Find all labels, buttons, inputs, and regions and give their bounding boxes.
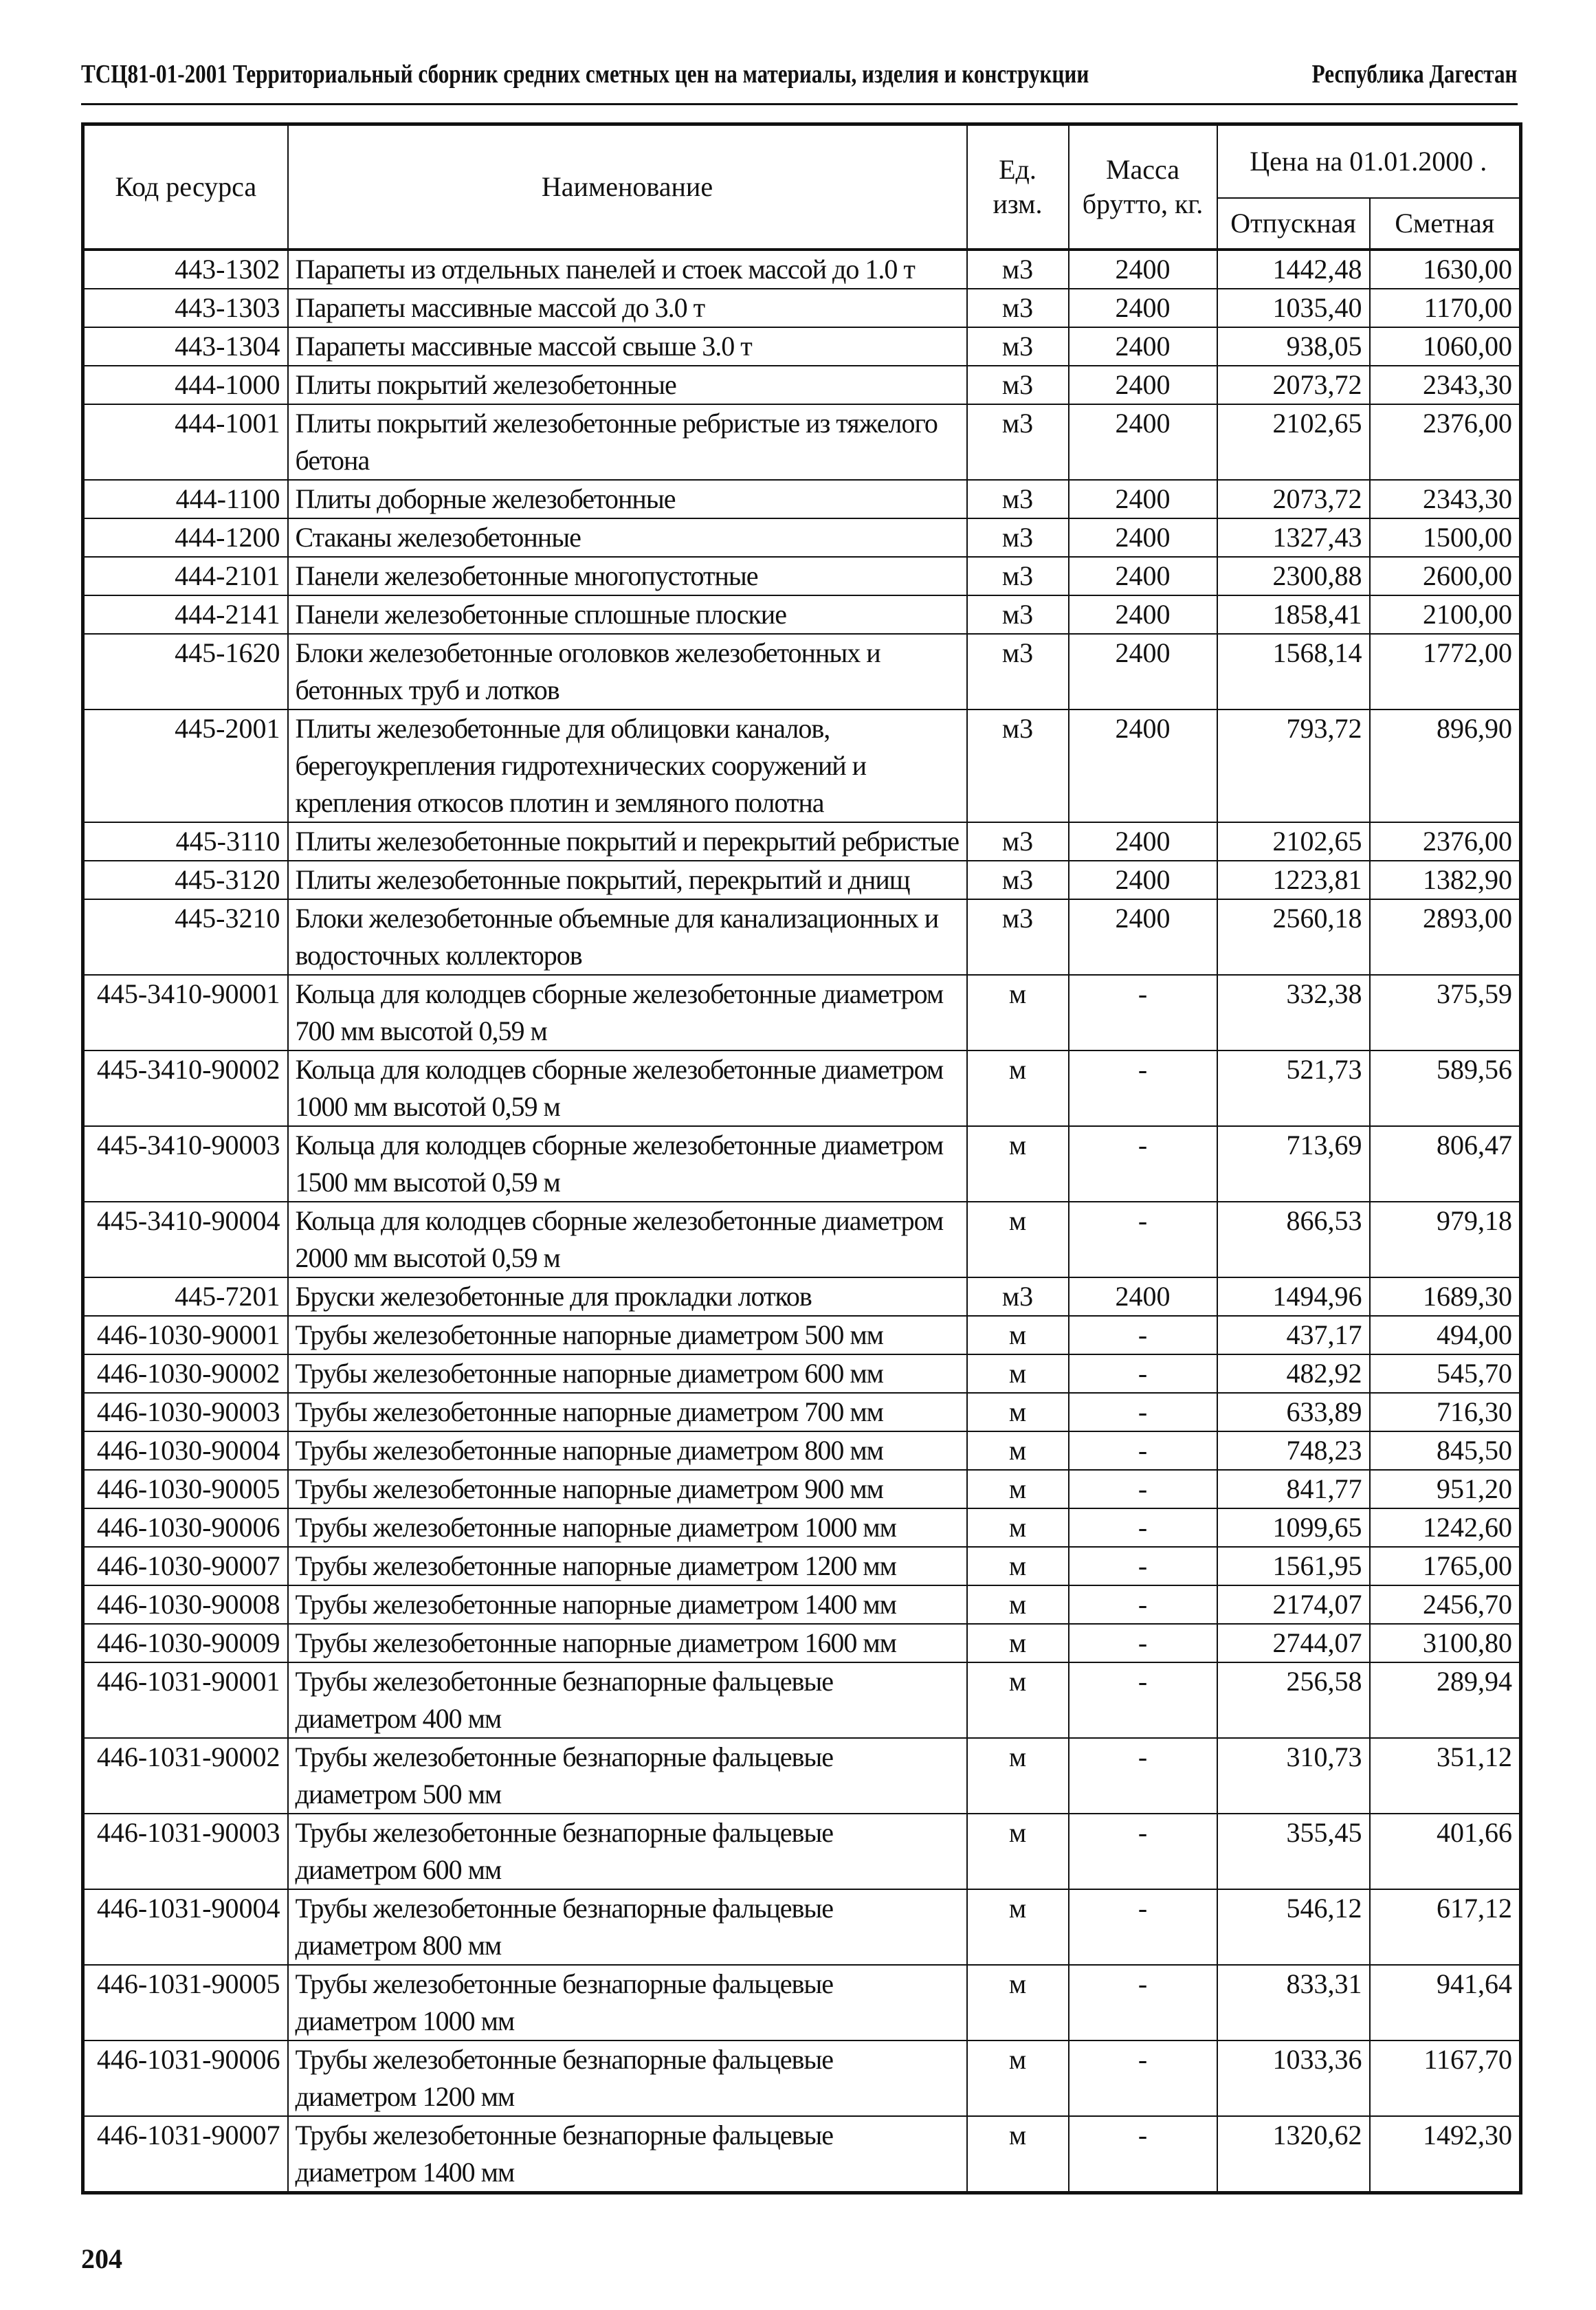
column-header-name: Наименование [288, 124, 967, 250]
release-price-cell: 748,23 [1217, 1431, 1370, 1470]
code-cell: 446-1031-90001 [83, 1662, 288, 1738]
release-price-cell: 355,45 [1217, 1814, 1370, 1889]
unit-cell: м3 [967, 634, 1069, 710]
table-row [83, 1547, 1521, 1585]
release-price-cell: 2300,88 [1217, 557, 1370, 595]
name-cell: Плиты покрытий железобетонные [288, 366, 967, 404]
release-price-cell: 546,12 [1217, 1889, 1370, 1965]
unit-cell: м [967, 1889, 1069, 1965]
mass-cell: - [1069, 1965, 1217, 2040]
code-cell: 444-1000 [83, 366, 288, 404]
name-cell: Трубы железобетонные безнапорные фальцевые диаметром 1400 мм [288, 2116, 967, 2193]
unit-cell: м3 [967, 480, 1069, 518]
name-cell: Кольца для колодцев сборные железобетонные диаметром 1000 мм высотой 0,59 м [288, 1050, 967, 1126]
unit-cell: м3 [967, 518, 1069, 557]
mass-cell: - [1069, 1814, 1217, 1889]
unit-cell: м3 [967, 557, 1069, 595]
unit-cell: м3 [967, 595, 1069, 634]
table-header [83, 124, 1521, 250]
name-cell: Парапеты из отдельных панелей и стоек массой до 1.0 т [288, 250, 967, 289]
name-cell: Блоки железобетонные оголовков железобетонных и бетонных труб и лотков [288, 634, 967, 710]
estimate-price-cell: 2343,30 [1370, 366, 1521, 404]
table-row [83, 634, 1521, 710]
table-row [83, 366, 1521, 404]
mass-cell: 2400 [1069, 861, 1217, 899]
code-cell: 446-1031-90006 [83, 2040, 288, 2116]
table-row [83, 1585, 1521, 1624]
name-cell: Трубы железобетонные безнапорные фальцевые диаметром 500 мм [288, 1738, 967, 1814]
code-cell: 445-7201 [83, 1277, 288, 1316]
estimate-price-cell: 1060,00 [1370, 327, 1521, 366]
mass-cell: - [1069, 1431, 1217, 1470]
unit-cell: м3 [967, 899, 1069, 975]
name-cell: Плиты железобетонные покрытий и перекрытий ребристые [288, 822, 967, 861]
mass-cell: - [1069, 1624, 1217, 1662]
unit-cell: м3 [967, 327, 1069, 366]
table-row [83, 1470, 1521, 1508]
column-header-estimate-price: Сметная [1370, 198, 1521, 250]
table-row [83, 1738, 1521, 1814]
mass-cell: - [1069, 975, 1217, 1050]
mass-cell: - [1069, 1202, 1217, 1277]
name-cell: Плиты железобетонные для облицовки каналов, берегоукрепления гидротехнических сооружений и крепления откосов плотин и земляного полотна [288, 710, 967, 822]
release-price-cell: 841,77 [1217, 1470, 1370, 1508]
table-row [83, 1508, 1521, 1547]
estimate-price-cell: 1772,00 [1370, 634, 1521, 710]
estimate-price-cell: 896,90 [1370, 710, 1521, 822]
estimate-price-cell: 1500,00 [1370, 518, 1521, 557]
table-row [83, 1316, 1521, 1354]
code-cell: 445-3410-90004 [83, 1202, 288, 1277]
document-title: ТСЦ81-01-2001 Территориальный сборник средних сметных цен на материалы, изделия и конструкции [81, 60, 1089, 89]
name-cell: Парапеты массивные массой свыше 3.0 т [288, 327, 967, 366]
table-row [83, 2116, 1521, 2193]
estimate-price-cell: 1492,30 [1370, 2116, 1521, 2193]
release-price-cell: 1035,40 [1217, 289, 1370, 327]
release-price-cell: 2102,65 [1217, 822, 1370, 861]
name-cell: Плиты покрытий железобетонные ребристые из тяжелого бетона [288, 404, 967, 480]
mass-cell: 2400 [1069, 404, 1217, 480]
name-cell: Плиты доборные железобетонные [288, 480, 967, 518]
mass-cell: 2400 [1069, 480, 1217, 518]
mass-cell: 2400 [1069, 710, 1217, 822]
table-row [83, 480, 1521, 518]
name-cell: Трубы железобетонные безнапорные фальцевые диаметром 1200 мм [288, 2040, 967, 2116]
table-row [83, 861, 1521, 899]
estimate-price-cell: 1765,00 [1370, 1547, 1521, 1585]
unit-cell: м [967, 1814, 1069, 1889]
code-cell: 444-2141 [83, 595, 288, 634]
estimate-price-cell: 351,12 [1370, 1738, 1521, 1814]
release-price-cell: 1494,96 [1217, 1277, 1370, 1316]
column-header-mass: Масса брутто, кг. [1069, 124, 1217, 250]
code-cell: 445-3410-90001 [83, 975, 288, 1050]
estimate-price-cell: 1689,30 [1370, 1277, 1521, 1316]
mass-cell: - [1069, 1585, 1217, 1624]
code-cell: 446-1031-90003 [83, 1814, 288, 1889]
table-row [83, 1662, 1521, 1738]
unit-cell: м3 [967, 861, 1069, 899]
unit-cell: м [967, 2040, 1069, 2116]
code-cell: 446-1030-90001 [83, 1316, 288, 1354]
estimate-price-cell: 3100,80 [1370, 1624, 1521, 1662]
unit-cell: м [967, 1470, 1069, 1508]
column-header-code: Код ресурса [83, 124, 288, 250]
column-header-price-group: Цена на 01.01.2000 . [1217, 124, 1521, 199]
release-price-cell: 1320,62 [1217, 2116, 1370, 2193]
table-row [83, 2040, 1521, 2116]
estimate-price-cell: 845,50 [1370, 1431, 1521, 1470]
release-price-cell: 437,17 [1217, 1316, 1370, 1354]
unit-cell: м [967, 2116, 1069, 2193]
name-cell: Стаканы железобетонные [288, 518, 967, 557]
table-row [83, 1354, 1521, 1393]
code-cell: 446-1030-90007 [83, 1547, 288, 1585]
code-cell: 445-3110 [83, 822, 288, 861]
release-price-cell: 866,53 [1217, 1202, 1370, 1277]
code-cell: 445-3210 [83, 899, 288, 975]
name-cell: Бруски железобетонные для прокладки лотков [288, 1277, 967, 1316]
table-row [83, 1624, 1521, 1662]
mass-cell: - [1069, 1662, 1217, 1738]
name-cell: Парапеты массивные массой до 3.0 т [288, 289, 967, 327]
table-row [83, 250, 1521, 289]
code-cell: 445-3120 [83, 861, 288, 899]
unit-cell: м [967, 975, 1069, 1050]
estimate-price-cell: 1167,70 [1370, 2040, 1521, 2116]
release-price-cell: 1223,81 [1217, 861, 1370, 899]
release-price-cell: 633,89 [1217, 1393, 1370, 1431]
unit-cell: м [967, 1431, 1069, 1470]
unit-cell: м3 [967, 822, 1069, 861]
estimate-price-cell: 2343,30 [1370, 480, 1521, 518]
name-cell: Трубы железобетонные напорные диаметром 600 мм [288, 1354, 967, 1393]
code-cell: 446-1031-90005 [83, 1965, 288, 2040]
mass-cell: 2400 [1069, 327, 1217, 366]
mass-cell: - [1069, 1508, 1217, 1547]
name-cell: Трубы железобетонные напорные диаметром 1000 мм [288, 1508, 967, 1547]
table-row [83, 1965, 1521, 2040]
release-price-cell: 833,31 [1217, 1965, 1370, 2040]
mass-cell: - [1069, 1126, 1217, 1202]
unit-cell: м [967, 1738, 1069, 1814]
code-cell: 446-1030-90002 [83, 1354, 288, 1393]
estimate-price-cell: 1170,00 [1370, 289, 1521, 327]
unit-cell: м [967, 1624, 1069, 1662]
name-cell: Трубы железобетонные безнапорные фальцевые диаметром 600 мм [288, 1814, 967, 1889]
unit-cell: м3 [967, 366, 1069, 404]
page-header [81, 54, 1518, 105]
code-cell: 445-1620 [83, 634, 288, 710]
name-cell: Трубы железобетонные безнапорные фальцевые диаметром 400 мм [288, 1662, 967, 1738]
table-row [83, 1814, 1521, 1889]
mass-cell: 2400 [1069, 250, 1217, 289]
price-table [81, 122, 1522, 2194]
estimate-price-cell: 2376,00 [1370, 822, 1521, 861]
code-cell: 444-1100 [83, 480, 288, 518]
table-body [83, 250, 1521, 2193]
unit-cell: м [967, 1354, 1069, 1393]
estimate-price-cell: 2893,00 [1370, 899, 1521, 975]
name-cell: Блоки железобетонные объемные для канализационных и водосточных коллекторов [288, 899, 967, 975]
table-row [83, 327, 1521, 366]
name-cell: Трубы железобетонные безнапорные фальцевые диаметром 1000 мм [288, 1965, 967, 2040]
mass-cell: 2400 [1069, 518, 1217, 557]
code-cell: 446-1031-90004 [83, 1889, 288, 1965]
table-row [83, 1202, 1521, 1277]
release-price-cell: 482,92 [1217, 1354, 1370, 1393]
code-cell: 443-1304 [83, 327, 288, 366]
table-row [83, 1393, 1521, 1431]
mass-cell: 2400 [1069, 366, 1217, 404]
mass-cell: 2400 [1069, 822, 1217, 861]
release-price-cell: 1327,43 [1217, 518, 1370, 557]
release-price-cell: 713,69 [1217, 1126, 1370, 1202]
unit-cell: м3 [967, 289, 1069, 327]
unit-cell: м [967, 1585, 1069, 1624]
code-cell: 446-1030-90009 [83, 1624, 288, 1662]
table-row [83, 1889, 1521, 1965]
estimate-price-cell: 1242,60 [1370, 1508, 1521, 1547]
code-cell: 445-2001 [83, 710, 288, 822]
unit-cell: м3 [967, 710, 1069, 822]
release-price-cell: 1033,36 [1217, 2040, 1370, 2116]
unit-cell: м [967, 1316, 1069, 1354]
release-price-cell: 2073,72 [1217, 366, 1370, 404]
name-cell: Трубы железобетонные напорные диаметром 1400 мм [288, 1585, 967, 1624]
name-cell: Трубы железобетонные напорные диаметром 800 мм [288, 1431, 967, 1470]
release-price-cell: 256,58 [1217, 1662, 1370, 1738]
table-row [83, 518, 1521, 557]
estimate-price-cell: 617,12 [1370, 1889, 1521, 1965]
table-row [83, 1431, 1521, 1470]
mass-cell: - [1069, 2116, 1217, 2193]
table-row [83, 975, 1521, 1050]
estimate-price-cell: 1630,00 [1370, 250, 1521, 289]
mass-cell: - [1069, 1470, 1217, 1508]
mass-cell: - [1069, 1316, 1217, 1354]
mass-cell: - [1069, 1393, 1217, 1431]
column-header-release-price: Отпускная [1217, 198, 1370, 250]
table-row [83, 1126, 1521, 1202]
unit-cell: м [967, 1547, 1069, 1585]
estimate-price-cell: 375,59 [1370, 975, 1521, 1050]
name-cell: Трубы железобетонные напорные диаметром 1600 мм [288, 1624, 967, 1662]
code-cell: 445-3410-90002 [83, 1050, 288, 1126]
release-price-cell: 2073,72 [1217, 480, 1370, 518]
unit-cell: м [967, 1050, 1069, 1126]
name-cell: Плиты железобетонные покрытий, перекрытий и днищ [288, 861, 967, 899]
unit-cell: м [967, 1662, 1069, 1738]
name-cell: Кольца для колодцев сборные железобетонные диаметром 2000 мм высотой 0,59 м [288, 1202, 967, 1277]
table-row [83, 289, 1521, 327]
estimate-price-cell: 806,47 [1370, 1126, 1521, 1202]
code-cell: 445-3410-90003 [83, 1126, 288, 1202]
unit-cell: м [967, 1202, 1069, 1277]
release-price-cell: 521,73 [1217, 1050, 1370, 1126]
estimate-price-cell: 941,64 [1370, 1965, 1521, 2040]
code-cell: 446-1031-90002 [83, 1738, 288, 1814]
unit-cell: м [967, 1965, 1069, 2040]
mass-cell: - [1069, 1738, 1217, 1814]
release-price-cell: 332,38 [1217, 975, 1370, 1050]
code-cell: 444-1001 [83, 404, 288, 480]
release-price-cell: 938,05 [1217, 327, 1370, 366]
name-cell: Панели железобетонные сплошные плоские [288, 595, 967, 634]
unit-cell: м3 [967, 404, 1069, 480]
name-cell: Трубы железобетонные напорные диаметром 500 мм [288, 1316, 967, 1354]
table-row [83, 899, 1521, 975]
code-cell: 444-2101 [83, 557, 288, 595]
column-header-unit: Ед. изм. [967, 124, 1069, 250]
estimate-price-cell: 1382,90 [1370, 861, 1521, 899]
table-row [83, 557, 1521, 595]
code-cell: 443-1303 [83, 289, 288, 327]
code-cell: 446-1030-90004 [83, 1431, 288, 1470]
code-cell: 446-1030-90006 [83, 1508, 288, 1547]
code-cell: 446-1030-90003 [83, 1393, 288, 1431]
release-price-cell: 793,72 [1217, 710, 1370, 822]
estimate-price-cell: 545,70 [1370, 1354, 1521, 1393]
unit-cell: м [967, 1393, 1069, 1431]
name-cell: Трубы железобетонные напорные диаметром 700 мм [288, 1393, 967, 1431]
estimate-price-cell: 289,94 [1370, 1662, 1521, 1738]
release-price-cell: 1568,14 [1217, 634, 1370, 710]
mass-cell: - [1069, 1354, 1217, 1393]
unit-cell: м3 [967, 250, 1069, 289]
mass-cell: 2400 [1069, 557, 1217, 595]
mass-cell: 2400 [1069, 899, 1217, 975]
unit-cell: м [967, 1126, 1069, 1202]
mass-cell: - [1069, 2040, 1217, 2116]
region-label: Республика Дагестан [1312, 60, 1518, 89]
release-price-cell: 2560,18 [1217, 899, 1370, 975]
mass-cell: 2400 [1069, 1277, 1217, 1316]
estimate-price-cell: 2100,00 [1370, 595, 1521, 634]
mass-cell: 2400 [1069, 634, 1217, 710]
mass-cell: - [1069, 1050, 1217, 1126]
estimate-price-cell: 401,66 [1370, 1814, 1521, 1889]
unit-cell: м [967, 1508, 1069, 1547]
release-price-cell: 2174,07 [1217, 1585, 1370, 1624]
table-row [83, 710, 1521, 822]
unit-cell: м3 [967, 1277, 1069, 1316]
release-price-cell: 310,73 [1217, 1738, 1370, 1814]
name-cell: Трубы железобетонные напорные диаметром 900 мм [288, 1470, 967, 1508]
code-cell: 444-1200 [83, 518, 288, 557]
release-price-cell: 1442,48 [1217, 250, 1370, 289]
estimate-price-cell: 979,18 [1370, 1202, 1521, 1277]
estimate-price-cell: 2376,00 [1370, 404, 1521, 480]
page-number: 204 [81, 2243, 122, 2274]
table-row [83, 822, 1521, 861]
estimate-price-cell: 951,20 [1370, 1470, 1521, 1508]
estimate-price-cell: 2456,70 [1370, 1585, 1521, 1624]
estimate-price-cell: 494,00 [1370, 1316, 1521, 1354]
name-cell: Панели железобетонные многопустотные [288, 557, 967, 595]
release-price-cell: 1858,41 [1217, 595, 1370, 634]
code-cell: 443-1302 [83, 250, 288, 289]
estimate-price-cell: 2600,00 [1370, 557, 1521, 595]
name-cell: Трубы железобетонные напорные диаметром 1200 мм [288, 1547, 967, 1585]
code-cell: 446-1030-90008 [83, 1585, 288, 1624]
name-cell: Кольца для колодцев сборные железобетонные диаметром 1500 мм высотой 0,59 м [288, 1126, 967, 1202]
mass-cell: - [1069, 1547, 1217, 1585]
mass-cell: 2400 [1069, 289, 1217, 327]
release-price-cell: 1099,65 [1217, 1508, 1370, 1547]
mass-cell: 2400 [1069, 595, 1217, 634]
estimate-price-cell: 716,30 [1370, 1393, 1521, 1431]
release-price-cell: 1561,95 [1217, 1547, 1370, 1585]
estimate-price-cell: 589,56 [1370, 1050, 1521, 1126]
table-row [83, 1050, 1521, 1126]
table-row [83, 404, 1521, 480]
release-price-cell: 2744,07 [1217, 1624, 1370, 1662]
table-row [83, 1277, 1521, 1316]
release-price-cell: 2102,65 [1217, 404, 1370, 480]
name-cell: Трубы железобетонные безнапорные фальцевые диаметром 800 мм [288, 1889, 967, 1965]
mass-cell: - [1069, 1889, 1217, 1965]
code-cell: 446-1031-90007 [83, 2116, 288, 2193]
table-row [83, 595, 1521, 634]
code-cell: 446-1030-90005 [83, 1470, 288, 1508]
name-cell: Кольца для колодцев сборные железобетонные диаметром 700 мм высотой 0,59 м [288, 975, 967, 1050]
